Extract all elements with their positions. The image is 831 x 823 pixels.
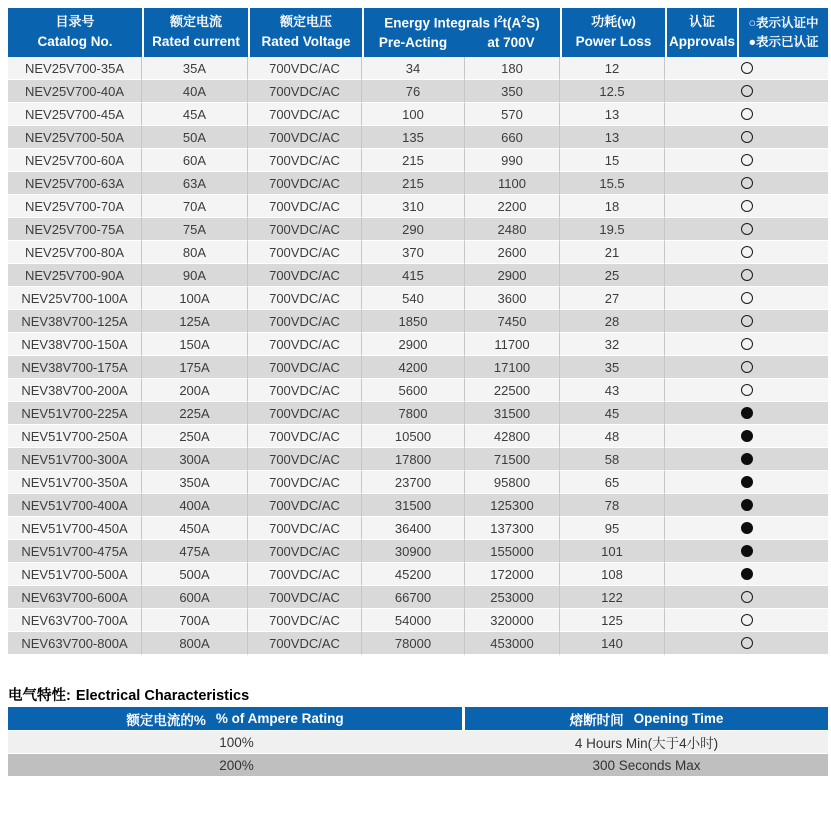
power-loss-cell: 21	[560, 241, 665, 264]
pre-acting-cell: 34	[362, 57, 465, 80]
rated-voltage-cell: 700VDC/AC	[248, 310, 362, 333]
catalog-no-cell: NEV51V700-225A	[8, 402, 142, 425]
catalog-no-cell: NEV25V700-90A	[8, 264, 142, 287]
power-loss-cell: 48	[560, 425, 665, 448]
approval-cell	[665, 540, 828, 563]
approval-status-icon	[741, 338, 753, 350]
catalog-no-cell: NEV25V700-75A	[8, 218, 142, 241]
rated-voltage-cell: 700VDC/AC	[248, 218, 362, 241]
catalog-no-cell: NEV51V700-400A	[8, 494, 142, 517]
header-opening-time-en: Opening Time	[633, 711, 724, 726]
power-loss-cell: 15	[560, 149, 665, 172]
char-table-row	[8, 731, 828, 753]
pre-acting-cell: 23700	[362, 471, 465, 494]
rated-current-cell: 450A	[142, 517, 248, 540]
rated-voltage-cell: 700VDC/AC	[248, 517, 362, 540]
table-row	[8, 149, 828, 172]
rated-voltage-cell: 700VDC/AC	[248, 172, 362, 195]
approval-cell	[665, 586, 828, 609]
catalog-no-cell: NEV25V700-45A	[8, 103, 142, 126]
rated-current-cell: 350A	[142, 471, 248, 494]
header-current-zh: 额定电流	[169, 14, 222, 30]
pre-acting-cell: 66700	[362, 586, 465, 609]
rated-voltage-cell: 700VDC/AC	[248, 57, 362, 80]
table-row	[8, 103, 828, 126]
catalog-no-cell: NEV25V700-60A	[8, 149, 142, 172]
approval-status-icon	[741, 384, 753, 396]
at-700v-cell: 350	[465, 80, 560, 103]
table-row	[8, 241, 828, 264]
power-loss-cell: 122	[560, 586, 665, 609]
catalog-no-cell: NEV38V700-200A	[8, 379, 142, 402]
catalog-no-cell: NEV51V700-450A	[8, 517, 142, 540]
rated-voltage-cell: 700VDC/AC	[248, 103, 362, 126]
table-row	[8, 402, 828, 425]
rated-voltage-cell: 700VDC/AC	[248, 494, 362, 517]
table-row	[8, 494, 828, 517]
rated-current-cell: 125A	[142, 310, 248, 333]
at-700v-cell: 95800	[465, 471, 560, 494]
rated-current-cell: 475A	[142, 540, 248, 563]
catalog-no-cell: NEV25V700-100A	[8, 287, 142, 310]
char-table-row	[8, 754, 828, 776]
table-row	[8, 126, 828, 149]
pre-acting-cell: 7800	[362, 402, 465, 425]
approval-cell	[665, 448, 828, 471]
rated-current-cell: 45A	[142, 103, 248, 126]
table-row	[8, 632, 828, 655]
rated-voltage-cell: 700VDC/AC	[248, 425, 362, 448]
rated-current-cell: 400A	[142, 494, 248, 517]
at-700v-cell: 2600	[465, 241, 560, 264]
rated-voltage-cell: 700VDC/AC	[248, 632, 362, 655]
at-700v-cell: 990	[465, 149, 560, 172]
power-loss-cell: 13	[560, 103, 665, 126]
catalog-no-cell: NEV38V700-150A	[8, 333, 142, 356]
pre-acting-cell: 10500	[362, 425, 465, 448]
pre-acting-cell: 76	[362, 80, 465, 103]
char-table-header	[8, 707, 828, 730]
header-catalog-en: Catalog No.	[37, 34, 113, 50]
approval-status-icon	[741, 499, 753, 511]
approval-status-icon	[741, 223, 753, 235]
rated-current-cell: 50A	[142, 126, 248, 149]
rated-voltage-cell: 700VDC/AC	[248, 287, 362, 310]
energy-sup1: 2	[497, 13, 503, 24]
header-opening-time-zh: 熔断时间	[569, 712, 624, 728]
power-loss-cell: 140	[560, 632, 665, 655]
power-loss-cell: 28	[560, 310, 665, 333]
catalog-no-cell: NEV25V700-35A	[8, 57, 142, 80]
rated-current-cell: 100A	[142, 287, 248, 310]
table-row	[8, 425, 828, 448]
approval-cell	[665, 402, 828, 425]
catalog-no-cell: NEV38V700-175A	[8, 356, 142, 379]
at-700v-cell: 7450	[465, 310, 560, 333]
rated-current-cell: 63A	[142, 172, 248, 195]
table-row	[8, 218, 828, 241]
section-title	[8, 684, 249, 705]
approval-cell	[665, 57, 828, 80]
header-approval-legend	[737, 8, 828, 57]
power-loss-cell: 15.5	[560, 172, 665, 195]
header-energy-integrals	[362, 8, 560, 57]
approval-status-icon	[741, 430, 753, 442]
approval-cell	[665, 310, 828, 333]
catalog-no-cell: NEV51V700-475A	[8, 540, 142, 563]
table-row	[8, 540, 828, 563]
header-catalog-zh: 目录号	[55, 14, 95, 30]
catalog-no-cell: NEV51V700-350A	[8, 471, 142, 494]
spec-table-body	[8, 57, 828, 655]
at-700v-cell: 320000	[465, 609, 560, 632]
table-row	[8, 356, 828, 379]
rated-current-cell: 225A	[142, 402, 248, 425]
power-loss-cell: 12	[560, 57, 665, 80]
power-loss-cell: 18	[560, 195, 665, 218]
rated-current-cell: 80A	[142, 241, 248, 264]
at-700v-cell: 3600	[465, 287, 560, 310]
section-title-en: Electrical Characteristics	[75, 688, 250, 704]
power-loss-cell: 45	[560, 402, 665, 425]
pre-acting-cell: 2900	[362, 333, 465, 356]
at-700v-cell: 1100	[465, 172, 560, 195]
approval-status-icon	[741, 522, 753, 534]
pre-acting-cell: 17800	[362, 448, 465, 471]
at-700v-cell: 42800	[465, 425, 560, 448]
rated-current-cell: 200A	[142, 379, 248, 402]
rated-voltage-cell: 700VDC/AC	[248, 264, 362, 287]
pre-acting-cell: 415	[362, 264, 465, 287]
rated-current-cell: 35A	[142, 57, 248, 80]
pre-acting-cell: 31500	[362, 494, 465, 517]
approval-cell	[665, 632, 828, 655]
at-700v-cell: 2480	[465, 218, 560, 241]
energy-part1: Energy Integrals I	[384, 15, 498, 31]
header-pre-acting: Pre-Acting	[378, 34, 448, 50]
rated-voltage-cell: 700VDC/AC	[248, 80, 362, 103]
header-rated-current	[142, 8, 248, 57]
header-ampere-rating-zh: 额定电流的%	[126, 712, 206, 728]
table-row	[8, 287, 828, 310]
pre-acting-cell: 370	[362, 241, 465, 264]
rated-voltage-cell: 700VDC/AC	[248, 563, 362, 586]
power-loss-cell: 12.5	[560, 80, 665, 103]
approval-cell	[665, 517, 828, 540]
approval-status-icon	[741, 177, 753, 189]
approval-cell	[665, 149, 828, 172]
spec-table-header	[8, 8, 828, 57]
catalog-no-cell: NEV25V700-70A	[8, 195, 142, 218]
header-at-700v: at 700V	[487, 34, 535, 50]
approval-status-icon	[741, 85, 753, 97]
rated-voltage-cell: 700VDC/AC	[248, 402, 362, 425]
approval-cell	[665, 333, 828, 356]
power-loss-cell: 27	[560, 287, 665, 310]
pre-acting-cell: 4200	[362, 356, 465, 379]
table-row	[8, 471, 828, 494]
at-700v-cell: 11700	[465, 333, 560, 356]
rated-voltage-cell: 700VDC/AC	[248, 609, 362, 632]
at-700v-cell: 2900	[465, 264, 560, 287]
approval-cell	[665, 103, 828, 126]
energy-sup2: 2	[521, 13, 527, 24]
at-700v-cell: 2200	[465, 195, 560, 218]
approval-status-icon	[741, 407, 753, 419]
electrical-characteristics-table	[8, 707, 828, 776]
char-table-body	[8, 731, 828, 776]
catalog-no-cell: NEV51V700-300A	[8, 448, 142, 471]
rated-current-cell: 70A	[142, 195, 248, 218]
approval-cell	[665, 241, 828, 264]
catalog-no-cell: NEV25V700-40A	[8, 80, 142, 103]
pre-acting-cell: 100	[362, 103, 465, 126]
rated-current-cell: 40A	[142, 80, 248, 103]
approval-cell	[665, 563, 828, 586]
pre-acting-cell: 310	[362, 195, 465, 218]
rated-voltage-cell: 700VDC/AC	[248, 379, 362, 402]
power-loss-cell: 19.5	[560, 218, 665, 241]
energy-part2: t(A	[502, 15, 522, 31]
legend-pending: ○表示认证中	[748, 15, 819, 30]
approval-status-icon	[741, 545, 753, 557]
ampere-rating-cell: 200%	[219, 757, 254, 773]
at-700v-cell: 125300	[465, 494, 560, 517]
table-row	[8, 586, 828, 609]
approval-cell	[665, 218, 828, 241]
pre-acting-cell: 54000	[362, 609, 465, 632]
pre-acting-cell: 78000	[362, 632, 465, 655]
header-voltage-zh: 额定电压	[279, 14, 332, 30]
pre-acting-cell: 290	[362, 218, 465, 241]
at-700v-cell: 137300	[465, 517, 560, 540]
at-700v-cell: 17100	[465, 356, 560, 379]
approval-cell	[665, 356, 828, 379]
approval-status-icon	[741, 246, 753, 258]
table-row	[8, 172, 828, 195]
rated-current-cell: 175A	[142, 356, 248, 379]
approval-cell	[665, 471, 828, 494]
approval-cell	[665, 287, 828, 310]
pre-acting-cell: 1850	[362, 310, 465, 333]
approval-status-icon	[741, 154, 753, 166]
at-700v-cell: 22500	[465, 379, 560, 402]
pre-acting-cell: 36400	[362, 517, 465, 540]
catalog-no-cell: NEV38V700-125A	[8, 310, 142, 333]
at-700v-cell: 172000	[465, 563, 560, 586]
rated-voltage-cell: 700VDC/AC	[248, 586, 362, 609]
header-catalog-no	[8, 8, 142, 57]
header-approvals-zh: 认证	[688, 14, 715, 30]
approval-cell	[665, 264, 828, 287]
rated-current-cell: 300A	[142, 448, 248, 471]
approval-status-icon	[741, 131, 753, 143]
power-loss-cell: 65	[560, 471, 665, 494]
rated-voltage-cell: 700VDC/AC	[248, 333, 362, 356]
approval-cell	[665, 425, 828, 448]
at-700v-cell: 570	[465, 103, 560, 126]
rated-voltage-cell: 700VDC/AC	[248, 448, 362, 471]
approval-status-icon	[741, 614, 753, 626]
pre-acting-cell: 135	[362, 126, 465, 149]
legend-certified: ●表示已认证	[748, 34, 819, 49]
opening-time-cell: 4 Hours Min(大于4小时)	[574, 736, 719, 751]
approval-status-icon	[741, 476, 753, 488]
power-loss-cell: 58	[560, 448, 665, 471]
rated-voltage-cell: 700VDC/AC	[248, 356, 362, 379]
catalog-no-cell: NEV25V700-80A	[8, 241, 142, 264]
pre-acting-cell: 5600	[362, 379, 465, 402]
approval-status-icon	[741, 62, 753, 74]
power-loss-cell: 78	[560, 494, 665, 517]
pre-acting-cell: 215	[362, 149, 465, 172]
approval-status-icon	[741, 200, 753, 212]
table-row	[8, 80, 828, 103]
catalog-no-cell: NEV51V700-250A	[8, 425, 142, 448]
approval-cell	[665, 172, 828, 195]
header-energy-title	[384, 13, 540, 33]
pre-acting-cell: 45200	[362, 563, 465, 586]
table-row	[8, 609, 828, 632]
rated-voltage-cell: 700VDC/AC	[248, 241, 362, 264]
header-ampere-rating-en: % of Ampere Rating	[215, 711, 344, 726]
opening-time-cell: 300 Seconds Max	[592, 757, 701, 773]
header-approvals	[665, 8, 737, 57]
approval-cell	[665, 195, 828, 218]
header-rated-voltage	[248, 8, 362, 57]
table-row	[8, 448, 828, 471]
approval-status-icon	[741, 292, 753, 304]
power-loss-cell: 108	[560, 563, 665, 586]
ampere-rating-cell: 100%	[219, 734, 254, 750]
approval-status-icon	[741, 637, 753, 649]
at-700v-cell: 31500	[465, 402, 560, 425]
at-700v-cell: 453000	[465, 632, 560, 655]
header-current-en: Rated current	[152, 34, 240, 50]
at-700v-cell: 180	[465, 57, 560, 80]
approval-cell	[665, 126, 828, 149]
power-loss-cell: 101	[560, 540, 665, 563]
header-ampere-rating	[8, 707, 465, 730]
rated-current-cell: 600A	[142, 586, 248, 609]
power-loss-cell: 35	[560, 356, 665, 379]
table-row	[8, 379, 828, 402]
catalog-no-cell: NEV51V700-500A	[8, 563, 142, 586]
approval-cell	[665, 609, 828, 632]
power-loss-cell: 125	[560, 609, 665, 632]
pre-acting-cell: 30900	[362, 540, 465, 563]
rated-current-cell: 75A	[142, 218, 248, 241]
catalog-no-cell: NEV63V700-700A	[8, 609, 142, 632]
catalog-no-cell: NEV25V700-63A	[8, 172, 142, 195]
table-row	[8, 264, 828, 287]
at-700v-cell: 155000	[465, 540, 560, 563]
header-voltage-en: Rated Voltage	[261, 34, 351, 50]
rated-voltage-cell: 700VDC/AC	[248, 126, 362, 149]
table-row	[8, 517, 828, 540]
rated-current-cell: 250A	[142, 425, 248, 448]
approval-cell	[665, 379, 828, 402]
header-opening-time	[465, 707, 828, 730]
power-loss-cell: 25	[560, 264, 665, 287]
approval-cell	[665, 494, 828, 517]
at-700v-cell: 253000	[465, 586, 560, 609]
table-row	[8, 310, 828, 333]
at-700v-cell: 660	[465, 126, 560, 149]
power-loss-cell: 32	[560, 333, 665, 356]
rated-current-cell: 700A	[142, 609, 248, 632]
rated-voltage-cell: 700VDC/AC	[248, 195, 362, 218]
rated-voltage-cell: 700VDC/AC	[248, 540, 362, 563]
rated-current-cell: 150A	[142, 333, 248, 356]
header-power-zh: 功耗(w)	[591, 14, 636, 30]
approval-status-icon	[741, 591, 753, 603]
approval-cell	[665, 80, 828, 103]
pre-acting-cell: 215	[362, 172, 465, 195]
header-energy-subrow	[364, 33, 560, 53]
catalog-no-cell: NEV63V700-600A	[8, 586, 142, 609]
catalog-no-cell: NEV63V700-800A	[8, 632, 142, 655]
approval-status-icon	[741, 108, 753, 120]
header-approvals-en: Approvals	[668, 34, 736, 50]
rated-voltage-cell: 700VDC/AC	[248, 471, 362, 494]
approval-status-icon	[741, 269, 753, 281]
rated-current-cell: 500A	[142, 563, 248, 586]
table-row	[8, 195, 828, 218]
approval-status-icon	[741, 361, 753, 373]
catalog-no-cell: NEV25V700-50A	[8, 126, 142, 149]
approval-status-icon	[741, 453, 753, 465]
rated-current-cell: 60A	[142, 149, 248, 172]
approval-status-icon	[741, 315, 753, 327]
power-loss-cell: 95	[560, 517, 665, 540]
section-title-zh: 电气特性:	[8, 688, 71, 704]
approval-status-icon	[741, 568, 753, 580]
header-power-en: Power Loss	[575, 34, 652, 50]
power-loss-cell: 43	[560, 379, 665, 402]
table-row	[8, 333, 828, 356]
rated-current-cell: 800A	[142, 632, 248, 655]
table-row	[8, 57, 828, 80]
table-row	[8, 563, 828, 586]
header-power-loss	[560, 8, 665, 57]
rated-current-cell: 90A	[142, 264, 248, 287]
at-700v-cell: 71500	[465, 448, 560, 471]
fuse-spec-table	[8, 8, 828, 655]
power-loss-cell: 13	[560, 126, 665, 149]
energy-part3: S)	[526, 15, 540, 31]
pre-acting-cell: 540	[362, 287, 465, 310]
rated-voltage-cell: 700VDC/AC	[248, 149, 362, 172]
